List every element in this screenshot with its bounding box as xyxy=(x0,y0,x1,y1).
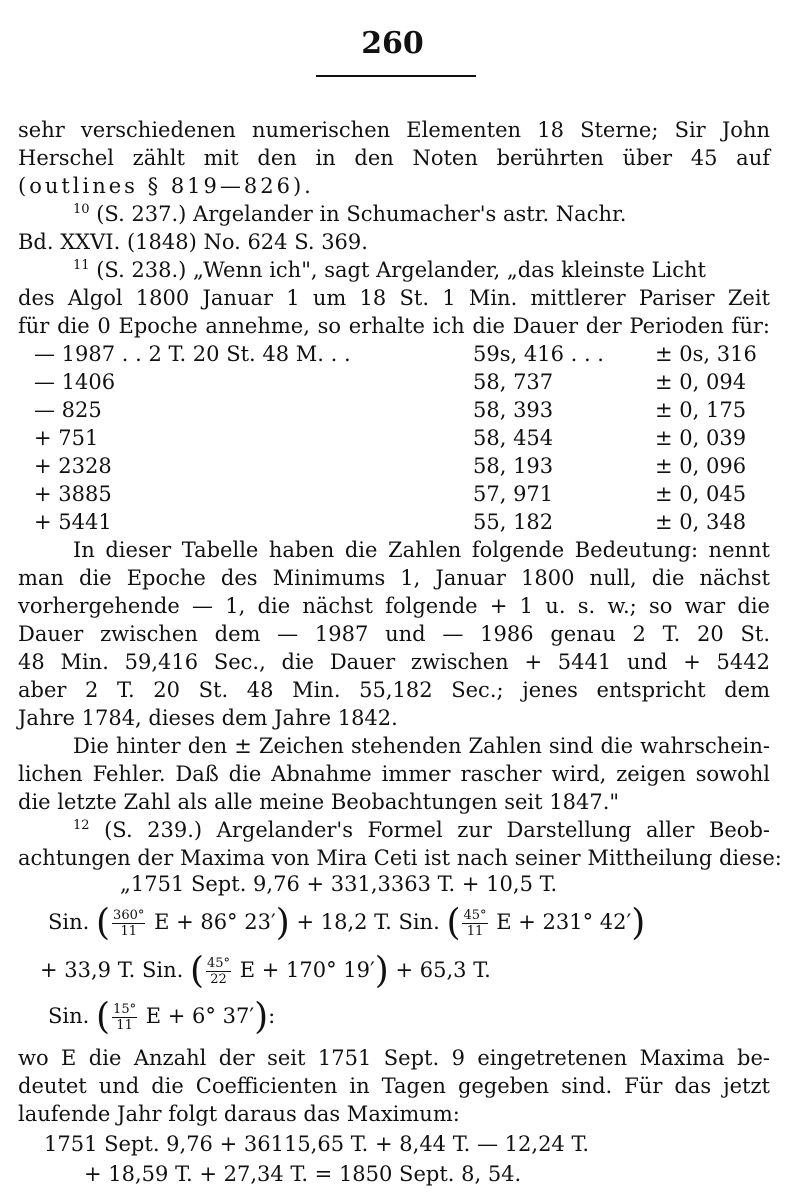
value-cell: 58, 193 xyxy=(473,454,554,478)
note-12 xyxy=(18,816,770,844)
error-cell: ± 0, 175 xyxy=(655,398,747,422)
value-cell: 59s, 416 . . . xyxy=(473,342,604,366)
paren-open: ( xyxy=(96,996,111,1038)
epoch-cell: + 5441 xyxy=(34,510,112,534)
table-row xyxy=(0,452,785,480)
paren-close: ) xyxy=(254,996,269,1038)
error-cell: ± 0, 096 xyxy=(655,454,747,478)
formula-line: Sin. ( $\frac{360^\circ}{11}$ E + 86° 23′) + 18,2 T. Sin. ( $\frac{45^\circ}{11}$ E + 231° 42′) xyxy=(48,902,646,944)
paren-open: ( xyxy=(446,902,461,944)
value-cell: 58, 454 xyxy=(473,426,554,450)
text-line: des Algol 1800 Januar 1 um 18 St. 1 Min. mittlerer Pariser Zeit xyxy=(18,286,770,310)
error-cell: ± 0, 039 xyxy=(655,426,747,450)
fraction: $\frac{45^\circ}{11}$ xyxy=(463,908,487,939)
paren-close: ) xyxy=(631,902,646,944)
table-row xyxy=(0,368,785,396)
error-cell: ± 0, 045 xyxy=(655,482,747,506)
text-line: Dauer zwischen dem — 1987 und — 1986 genau 2 T. 20 St. xyxy=(18,622,770,646)
formula-line: Sin. ( $\frac{15^\circ}{11}$ E + 6° 37′): xyxy=(48,996,276,1038)
sin-label: Sin. xyxy=(48,910,90,934)
result-line: + 18,59 T. + 27,34 T. = 1850 Sept. 8, 54. xyxy=(84,1162,522,1186)
text-line: die letzte Zahl als alle meine Beobachtungen seit 1847." xyxy=(18,790,620,814)
value-cell: 58, 737 xyxy=(473,370,554,394)
text-line: Die hinter den ± Zeichen stehenden Zahlen sind die wahrschein- xyxy=(73,734,770,758)
text-line: man die Epoche des Minimums 1, Januar 1800 null, die nächst xyxy=(18,566,770,590)
error-cell: ± 0, 348 xyxy=(655,510,747,534)
value-cell: 55, 182 xyxy=(473,510,554,534)
note-10 xyxy=(18,200,770,228)
text-line: wo E die Anzahl der seit 1751 Sept. 9 eingetretenen Maxima be- xyxy=(18,1046,770,1070)
table-row xyxy=(0,480,785,508)
text-line: (S. 237.) Argelander in Schumacher's astr. Nachr. xyxy=(96,202,627,226)
epoch-cell: + 2328 xyxy=(34,454,112,478)
text-line: Jahre 1784, dieses dem Jahre 1842. xyxy=(18,706,398,730)
text-line: sehr verschiedenen numerischen Elementen 18 Sterne; Sir John xyxy=(18,118,770,142)
paren-close: ) xyxy=(374,950,389,992)
table-row xyxy=(0,424,785,452)
paren-close: ) xyxy=(275,902,290,944)
note-number: 12 xyxy=(73,818,90,833)
text-line: 48 Min. 59,416 Sec., die Dauer zwischen + 5441 und + 5442 xyxy=(18,650,770,674)
error-cell: ± 0s, 316 xyxy=(655,342,757,366)
value-cell: 57, 971 xyxy=(473,482,554,506)
note-number: 11 xyxy=(73,258,90,273)
table-row xyxy=(0,340,785,368)
note-number: 10 xyxy=(73,202,90,217)
fraction: $\frac{15^\circ}{11}$ xyxy=(113,1002,137,1033)
text-line: (outlines § 819—826). xyxy=(18,174,314,198)
formula-line: „1751 Sept. 9,76 + 331,3363 T. + 10,5 T. xyxy=(120,872,558,896)
epoch-cell: — 1987 . . 2 T. 20 St. 48 M. . . xyxy=(34,342,351,366)
epoch-cell: — 825 xyxy=(34,398,102,422)
formula-line: + 33,9 T. Sin. ( $\frac{45^\circ}{22}$ E + 170° 19′) + 65,3 T. xyxy=(40,950,491,992)
table-row xyxy=(0,396,785,424)
paren-open: ( xyxy=(189,950,205,992)
value-cell: 58, 393 xyxy=(473,398,554,422)
text-line: vorhergehende — 1, die nächst folgende + 1 u. s. w.; so war die xyxy=(18,594,770,618)
table-row xyxy=(0,508,785,536)
fraction: $\frac{45^\circ}{22}$ xyxy=(207,956,231,987)
text-line: für die 0 Epoche annehme, so erhalte ich die Dauer der Perioden für: xyxy=(18,314,770,338)
fraction: $\frac{360^\circ}{11}$ xyxy=(113,908,145,939)
note-11 xyxy=(18,256,770,284)
header-rule xyxy=(316,75,476,77)
text-line: deutet und die Coefficienten in Tagen gegeben sind. Für das jetzt xyxy=(18,1074,770,1098)
text-line: Bd. XXVI. (1848) No. 624 S. 369. xyxy=(18,230,368,254)
text-line: lichen Fehler. Daß die Abnahme immer rascher wird, zeigen sowohl xyxy=(18,762,770,786)
page-number: 260 xyxy=(361,26,424,61)
epoch-cell: + 751 xyxy=(34,426,99,450)
text-line: aber 2 T. 20 St. 48 Min. 55,182 Sec.; jenes entspricht dem xyxy=(18,678,770,702)
text-line: Herschel zählt mit den in den Noten berührten über 45 auf xyxy=(18,146,770,170)
error-cell: ± 0, 094 xyxy=(655,370,747,394)
epoch-cell: + 3885 xyxy=(34,482,112,506)
text-line: achtungen der Maxima von Mira Ceti ist nach seiner Mittheilung diese: xyxy=(18,846,782,870)
result-line: 1751 Sept. 9,76 + 36115,65 T. + 8,44 T. — 12,24 T. xyxy=(44,1132,590,1156)
epoch-cell: — 1406 xyxy=(34,370,116,394)
text-line: (S. 239.) Argelander's Formel zur Darstellung aller Beob- xyxy=(104,818,770,842)
text-line: (S. 238.) „Wenn ich", sagt Argelander, „das kleinste Licht xyxy=(96,258,706,282)
text-line: laufende Jahr folgt daraus das Maximum: xyxy=(18,1102,460,1126)
text-line: In dieser Tabelle haben die Zahlen folgende Bedeutung: nennt xyxy=(73,538,770,562)
paren-open: ( xyxy=(96,902,111,944)
sin-label: Sin. xyxy=(48,1004,90,1028)
